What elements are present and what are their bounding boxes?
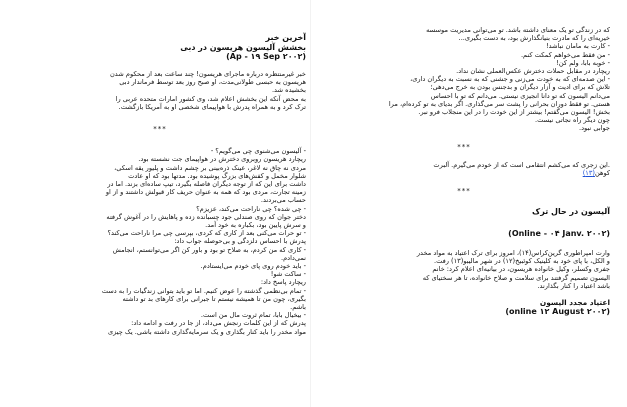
- text-line: - باید خودم روی پای خودم می‌ایستادم.: [200, 262, 306, 271]
- text-line: - من فقط می‌خواهم کمکت کنم.: [520, 50, 610, 59]
- quote-text: .این زجری که می‌کشم انتقامی است که از خودم می‌گیرم. آلبرت: [433, 160, 610, 169]
- text-line: الیسون تصمیم گرفتند برای سلامت و صلاح خانواده، تا هر سختیای که: [422, 273, 610, 282]
- text-line: ریچارد پاسخ داد:: [260, 278, 306, 287]
- text-line: و الکل، با پای خود به کلینیک کوئبیخ(۱۲) در شهر مالیبو(۱۳) رفت.: [434, 257, 610, 266]
- footnote-link[interactable]: (۱۳): [582, 169, 595, 178]
- news-body: [318, 249, 610, 290]
- headline-kicker: آخرین خبر: [265, 33, 306, 42]
- text-line: وارت امپراطوری گرین‌کراس(۱۴)، امروز برای ترک اعتیاد به مواد مخدر: [416, 248, 610, 257]
- text-line: ترک کرد و به همراه پدرش با هواپیمای شخصی او به آمریکا بازگشت.: [118, 102, 306, 111]
- right-page: [318, 0, 610, 407]
- text-line: نمی‌دادم.: [280, 253, 306, 262]
- text-line: هریسون به حبسی طولانی‌مدت، او صبح روز بعد توسط فرماندار دبی: [119, 78, 306, 87]
- quote-author-line: [318, 169, 610, 177]
- left-page: [14, 0, 306, 407]
- text-line: داشت برای این که از توجه دیگران فاصله بگیرد، تیپ ساده‌ای بزند. اما در: [107, 180, 306, 189]
- signature-date: (online ۱۲ August ۲۰۰۲): [505, 306, 610, 316]
- text-line: ریچارد در مقابل حملات دخترش عکس‌العملی نشان نداد.: [456, 67, 610, 76]
- text-line: - تمام بی‌نظمی گذشته را عوض کنیم. اما تو باید بتوانی زندگیات را به دست: [101, 286, 306, 295]
- right-intro-text: [318, 26, 610, 133]
- text-line: بگیری، چون من تا همیشه نیستم تا جبرانی برای کارهای بد تو داشته: [122, 294, 306, 303]
- quote-block: [318, 161, 610, 177]
- section-separator: ***: [153, 125, 167, 134]
- text-line: مردی نه چاق نه لاغر، عینک ذره‌بینی بر چشم داشت و پلیور یقه اسکی،: [114, 163, 306, 172]
- text-line: ریچارد هریسون روبروی دخترش در هواپیمای جت نشسته بود.: [138, 155, 306, 164]
- text-line: پدرش با احساس دلزدگی و بی‌حوصله جواب داد:: [174, 237, 306, 246]
- section-separator: ***: [457, 187, 471, 196]
- section-date: (Online - ۰۴ Janv. ۲۰۰۲): [508, 228, 610, 238]
- text-line: هستی. تو فقط دوران بحرانی را پشت سر می‌گذاری. اگر بدیای به تو کرده‌ام، مرا: [388, 99, 610, 108]
- story-body: [14, 147, 306, 336]
- text-line: به محض آنکه این بخشش اعلام شد، وی کشور امارات متحده عربی را: [115, 94, 306, 103]
- text-line: - این صدمه‌ای که به خودت می‌زنی و جشنی که به نسبت به دیگران داری،: [410, 75, 610, 84]
- text-line: - بیخیال بابا، تمام ثروت مال من است.: [200, 311, 306, 320]
- text-line: شلوار مخمل و کفش‌های بزرگ پوشیده بود. مدتها بود که او عادت: [128, 171, 306, 180]
- text-line: خیریه‌ای را که مادرت بنیانگذارش بود، به دست بگیری...: [458, 34, 610, 43]
- text-line: پدرش که از این کلمات رنجش می‌داد، از جا در رفت و ادامه داد:: [131, 319, 306, 328]
- quote-author: کوهن: [594, 169, 610, 178]
- page-gutter: [310, 0, 311, 407]
- section-title: آلیسون در حال ترک: [532, 207, 610, 217]
- text-line: دختر جوان که روی صندلی جود چسبانده زده و پاهایش را در آغوش گرفته: [106, 212, 306, 221]
- text-line: جفری وکسلر، وکیل خانواده هریسون، در بیانیه‌ای اعلام کرد: خانم: [432, 265, 610, 274]
- text-line: چون دیگر راه نجاتی نیست.: [535, 116, 610, 125]
- headline: بخشش آلیسون هریسون در دبی: [180, 42, 306, 52]
- news-summary: [14, 70, 306, 111]
- text-line: - خوبه بابا، ولم کن!: [556, 58, 610, 67]
- text-line: تلاش که برای ادیت و آزار دیگران و بدجنس بودن به خرج می‌دهی؛: [430, 83, 610, 92]
- text-line: - آلیسون می‌شنوی چی می‌گویم؟ -: [210, 147, 306, 156]
- text-line: - تو حرات می‌کنی بعد از کاری که کردی، بپرسی چی مرا ناراحت می‌کند؟: [107, 229, 306, 238]
- text-line: که در زندگی تو یک معنای داشته باشد. تو می‌توانی مدیریت موسسه: [426, 26, 610, 34]
- text-line: خبر غیرمنتظره درباره ماجرای هریسون! چند ساعت بعد از محکوم شدن: [109, 70, 306, 78]
- text-line: بخشیده شد.: [271, 86, 306, 95]
- text-line: باشم.: [290, 303, 306, 312]
- text-line: و سرش پایین بود، بکباره به خود آمد.: [205, 221, 306, 230]
- text-line: - کاری که من کردم، به صلاح تو بود و باور کن اگر می‌توانستم، انجامش: [112, 245, 306, 254]
- text-line: بخش! الیسون می‌گفتم! بیشتر از این خودت را در این منجلاب فرو نبر.: [418, 108, 610, 117]
- text-line: باشد اعتیاد را کنار بگذارند.: [537, 281, 610, 290]
- text-line: - چی شده؟ چی ناراحت می‌کند، عزیزم؟: [196, 204, 306, 213]
- section-separator: ***: [457, 142, 471, 151]
- text-line: - کارت به مامان نباشد!: [545, 42, 610, 51]
- text-line: جوابی نبود.: [578, 124, 610, 133]
- text-line: زمینه تجارت، مردی بود که همه به عنوان حریف کار قبولش داشتند و از او: [105, 188, 306, 197]
- text-line: حساب می‌بردند.: [260, 196, 306, 205]
- text-line: - ساکت شو!: [270, 270, 306, 279]
- headline-date: (Ap - ۱۹ Sep ۲۰۰۲): [226, 52, 306, 61]
- text-line: می‌دانم الیسون که تو دانا انجیزی نیستی. می‌دانم که تو با احساس: [430, 91, 610, 100]
- text-line: مواد مخدر را باید کنار بگذاری و یک سرمایه‌گذاری داشته باشی. یک چیزی: [107, 327, 306, 336]
- signature-title: اعتیاد مجدد الیسون: [539, 297, 610, 307]
